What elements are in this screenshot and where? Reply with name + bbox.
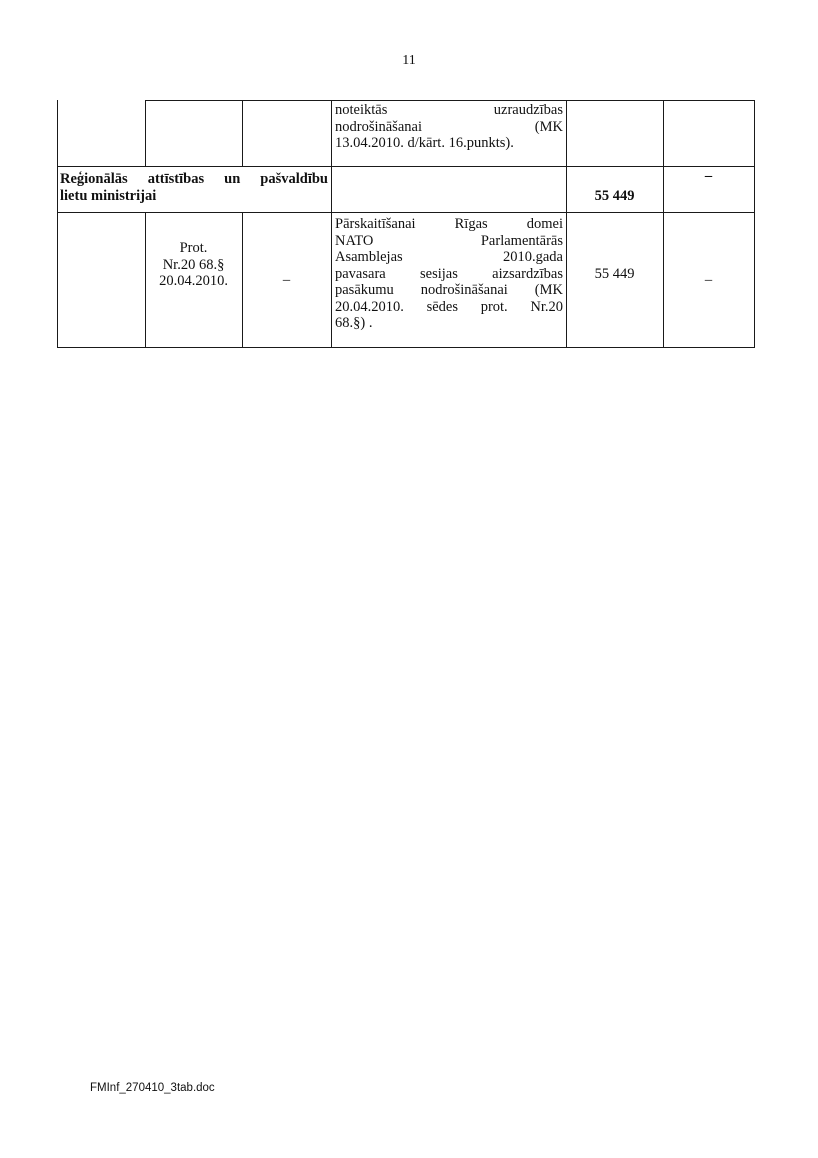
page-number: 11 xyxy=(402,53,416,68)
col-divider-prot xyxy=(145,100,146,167)
row3-desc-line: NATO Parlamentārās xyxy=(335,232,563,249)
budget-table xyxy=(0,0,818,400)
row3-desc-line: Pārskaitīšanai Rīgas domei xyxy=(335,216,563,232)
row3-desc-line: pasākumu nodrošināšanai (MK xyxy=(335,282,563,298)
row3-desc-line: 20.04.2010. sēdes prot. Nr.20 xyxy=(335,298,563,315)
protocol-line: Nr.20 68.§ xyxy=(162,256,225,273)
row1-desc-line: 13.04.2010. d/kārt. 16.punkts). xyxy=(335,135,514,151)
row1-description xyxy=(335,102,563,152)
ministry-line: Reģionālās attīstības un pašvaldību xyxy=(60,171,328,187)
table-right-border xyxy=(754,100,755,348)
row1-desc-line: noteiktās uzraudzības xyxy=(335,102,563,118)
row-divider-1 xyxy=(57,166,754,167)
row3-description xyxy=(335,216,563,332)
row3-dash: – xyxy=(282,272,291,288)
row-divider-2 xyxy=(57,212,754,213)
document-filename: FMInf_270410_3tab.doc xyxy=(90,1082,215,1094)
ministry-dash: – xyxy=(704,168,713,184)
row3-amount: 55 449 xyxy=(594,266,635,282)
row3-desc-line: 68.§) . xyxy=(335,315,373,331)
protocol-line: Prot. xyxy=(179,240,208,256)
row1-desc-line: nodrošināšanai (MK xyxy=(335,118,563,135)
ministry-line: lietu ministrijai xyxy=(60,187,157,204)
ministry-name xyxy=(60,171,328,204)
protocol-reference xyxy=(145,240,242,290)
row3-last-dash: – xyxy=(704,272,713,288)
row3-desc-line: Asamblejas 2010.gada xyxy=(335,249,563,265)
table-left-border xyxy=(57,100,58,348)
row3-desc-line: pavasara sesijas aizsardzības xyxy=(335,265,563,282)
ministry-amount: 55 449 xyxy=(594,188,635,204)
col-divider-last xyxy=(663,100,664,348)
col-divider-dash xyxy=(242,100,243,167)
col-divider-amount xyxy=(566,100,567,348)
col-divider-desc xyxy=(331,100,332,348)
table-bottom-border xyxy=(57,347,754,348)
protocol-line: 20.04.2010. xyxy=(159,273,228,289)
